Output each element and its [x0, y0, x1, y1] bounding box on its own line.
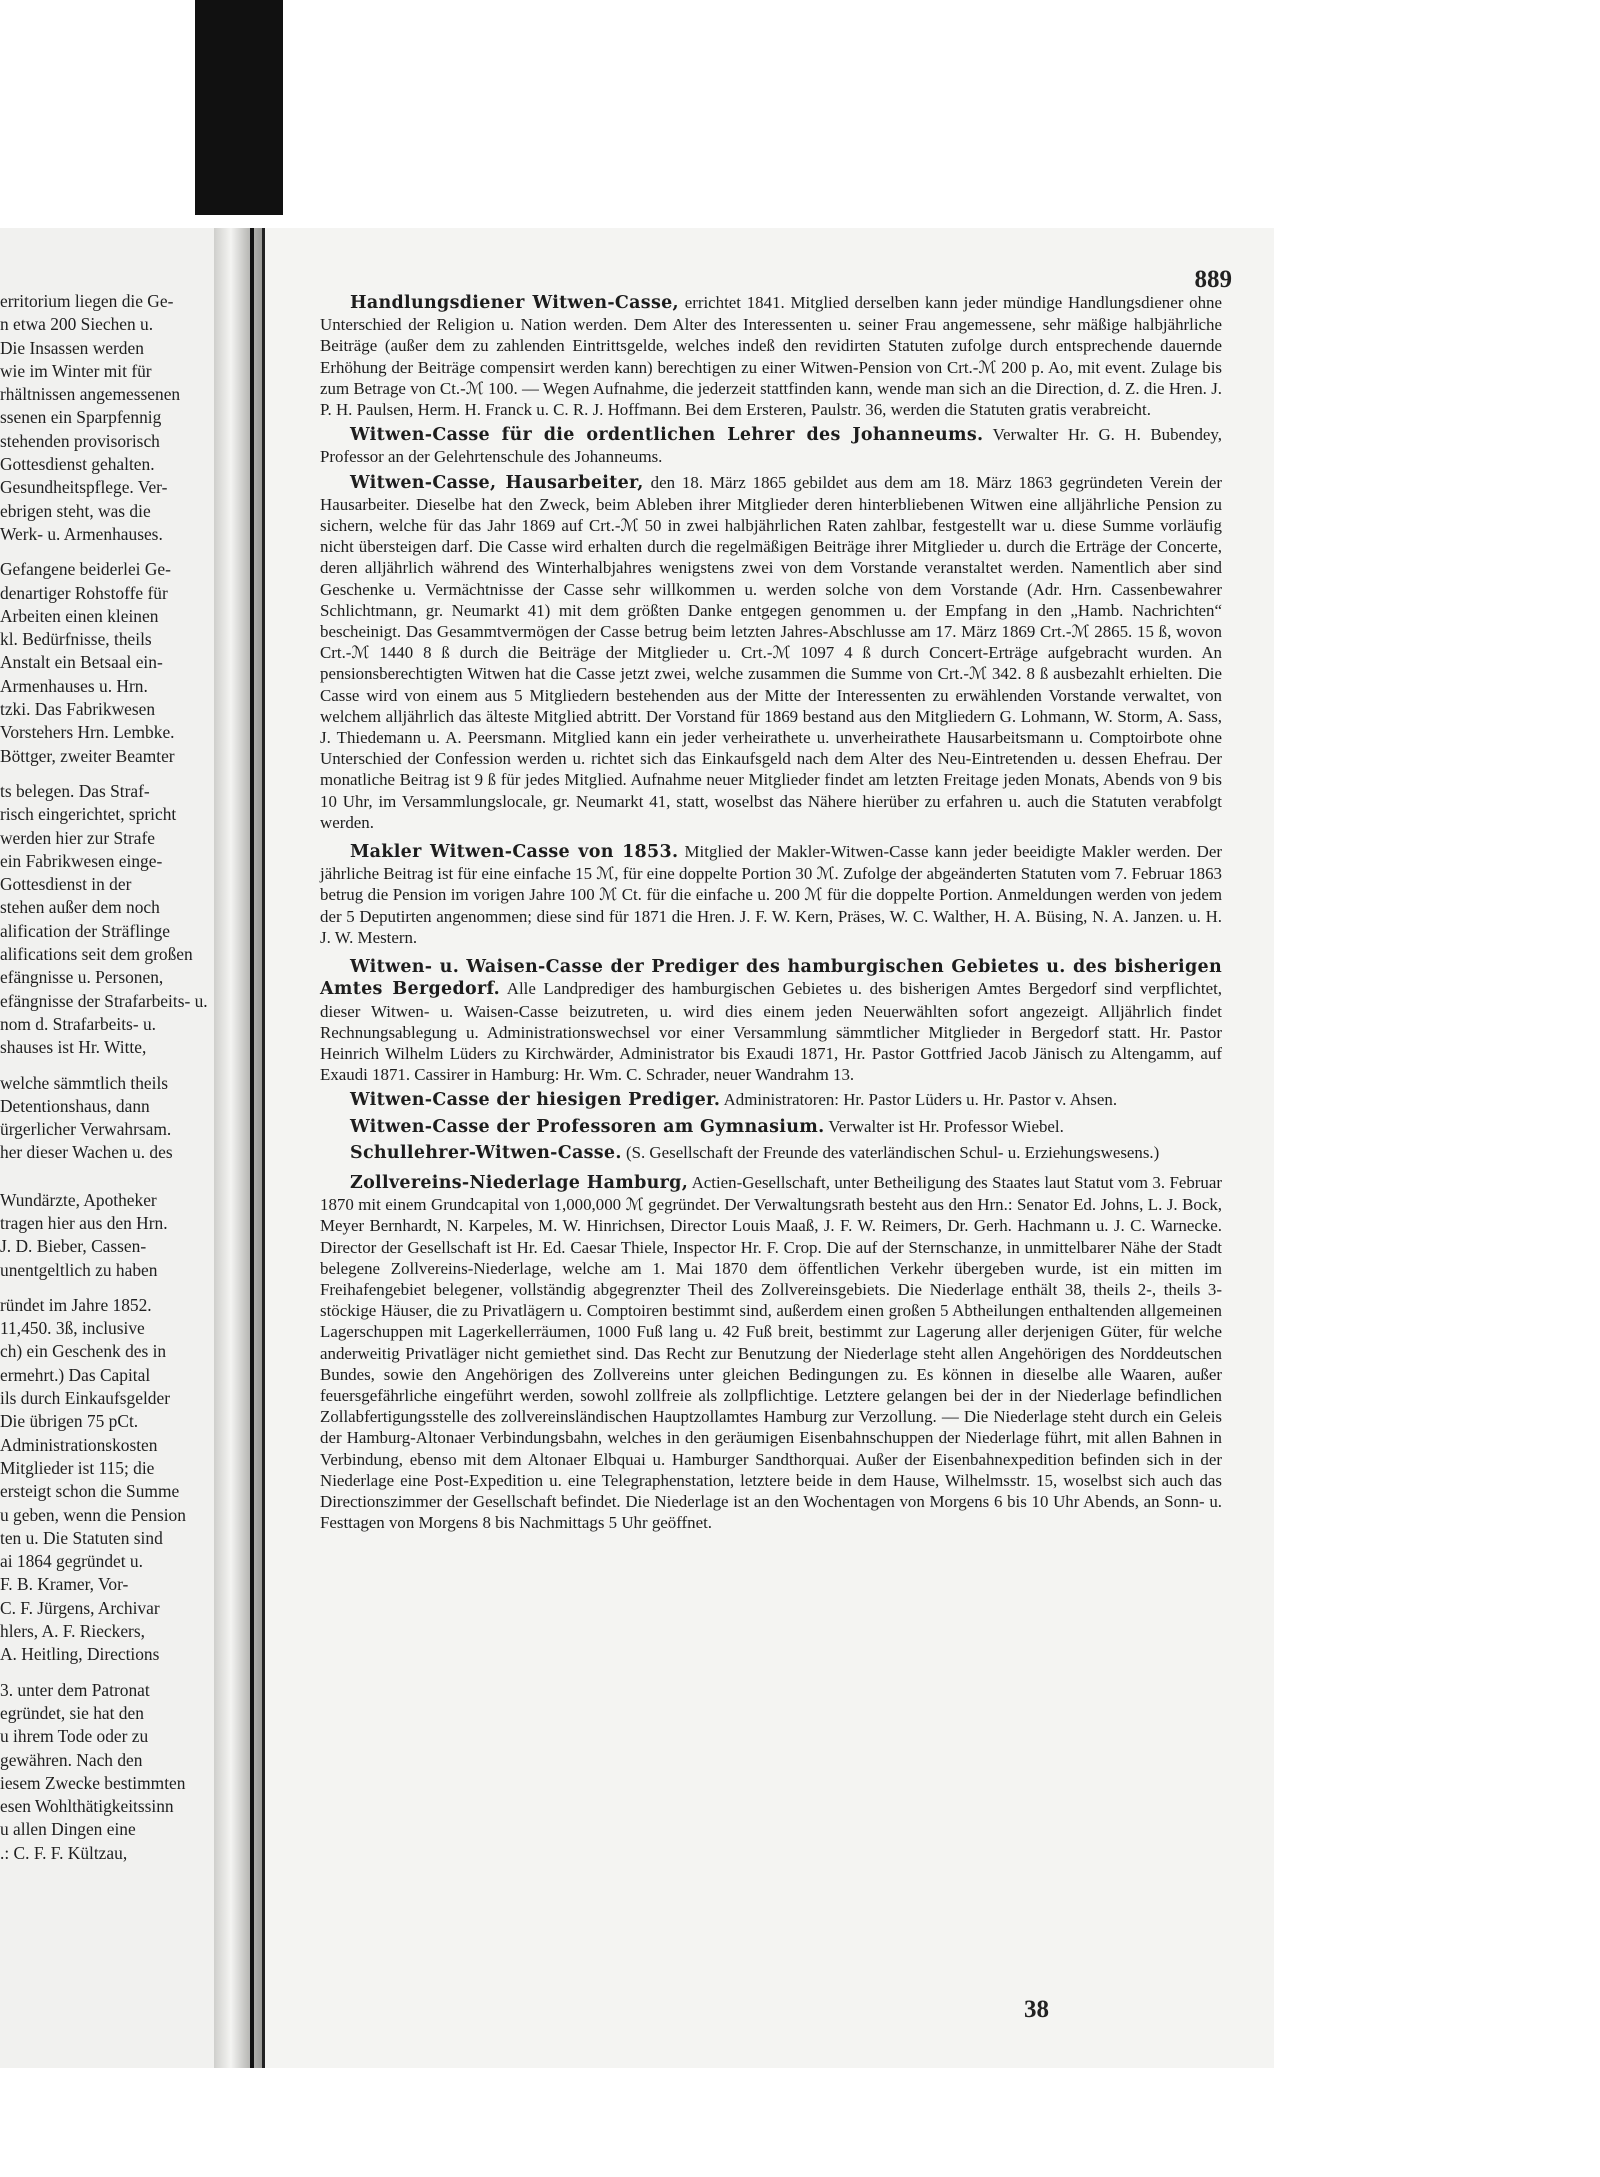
left-column-line: efängnisse u. Personen, — [0, 967, 164, 988]
entry-zollvereins-niederlage — [320, 1172, 1222, 1533]
left-column-line: Armenhauses u. Hrn. — [0, 675, 148, 696]
left-column-gap — [0, 1060, 214, 1072]
left-column-line: risch eingerichtet, spricht — [0, 804, 177, 825]
entry-heading: Zollvereins-Niederlage Hamburg, — [350, 1172, 689, 1193]
left-column-line: ermehrt.) Das Capital — [0, 1364, 151, 1385]
entry-body: Mitglied der Makler-Witwen-Casse kann jeder beeidigte Makler werden. Der jährliche Beitrag ist für eine einfache 15 ℳ, für eine doppelte Portion 30 ℳ. Zufolge der abgeänderten Statuten vom 7. Februar 1863 betrug die Pension im vorigen Jahre 100 ℳ Ct. für die einfache u. 200 ℳ für die doppelte Portion. Anmeldungen werden von jedem der 5 Deputirten angenommen; diese sind für 1871 die Hren. J. F. W. Kern, Präses, W. C. Walther, H. A. Büsing, N. A. Janzen. u. H. J. W. Mestern. — [320, 842, 1222, 947]
left-column-line: esen Wohlthätigkeitssinn — [0, 1796, 174, 1817]
left-column-line: Böttger, zweiter Beamter — [0, 745, 175, 766]
entry-hausarbeiter-witwen-casse — [320, 472, 1222, 833]
left-column-line: u geben, wenn die Pension — [0, 1504, 186, 1525]
book-binding-edge — [195, 0, 283, 215]
left-column-line: n etwa 200 Siechen u. — [0, 314, 154, 335]
left-column-line: Mitglieder ist 115; die — [0, 1457, 155, 1478]
left-column-line: her dieser Wachen u. des — [0, 1142, 173, 1163]
left-column-line: Die übrigen 75 pCt. — [0, 1411, 139, 1432]
left-column-line: Werk- u. Armenhauses. — [0, 523, 163, 544]
left-column-line: ein Fabrikwesen einge- — [0, 850, 163, 871]
left-column-line: ründet im Jahre 1852. — [0, 1294, 152, 1315]
left-column-line: 11,450. 3ß, inclusive — [0, 1318, 145, 1339]
left-column-line: shauses ist Hr. Witte, — [0, 1037, 147, 1058]
left-column-line: C. F. Jürgens, Archivar — [0, 1597, 160, 1618]
entry-handlungsdiener-witwen-casse — [320, 292, 1222, 420]
left-column-line: Anstalt ein Betsaal ein- — [0, 652, 163, 673]
signature-mark: 38 — [1024, 1996, 1049, 2023]
left-column-line: Gefangene beiderlei Ge- — [0, 559, 171, 580]
left-column-line: ai 1864 gegründet u. — [0, 1551, 143, 1572]
left-column-line: stehenden provisorisch — [0, 430, 160, 451]
left-column-line: werden hier zur Strafe — [0, 827, 155, 848]
left-column-line: Arbeiten einen kleinen — [0, 605, 159, 626]
entry-body: Actien-Gesellschaft, unter Betheiligung des Staates laut Statut vom 3. Februar 1870 mit einem Grundcapital von 1,000,000 ℳ gegründet. Der Verwaltungsrath besteht aus den Hrn.: Senator Ed. Johns, L. J. Bock, Meyer Bernhardt, N. Karpeles, M. W. Hinrichsen, Director Louis Maaß, J. F. W. Reimers, Dr. Gerh. Hachmann u. J. C. Warnecke. Director der Gesellschaft ist Hr. Ed. Caesar Thiele, Inspector Hr. F. Crop. Die auf der Sternschanze, in unmittelbarer Nähe der Stadt belegene Zollvereins-Niederlage, welche am 1. Mai 1870 dem öffentlichen Verkehr übergeben wurde, ist ein mitten im Freihafengebiet belegener, vollständig abgegrenzter Theil des Zollvereinsgebiets. Die Niederlage enthält 38, theils 2-, theils 3-stöckige Häuser, die zu Privatlägern u. Comptoiren bestimmt sind, außerdem einen großen 5 Abtheilungen enthaltenden allgemeinen Lagerschuppen mit Lagerkellerräumen, 1000 Fuß lang u. 42 Fuß breit, bestimmt zur Lagerung aller derjenigen Güter, für welche anderweitig Privatläger nicht gemiethet sind. Das Recht zur Benutzung der Niederlage steht allen Angehörigen des Norddeutschen Bundes, sowie den Angehörigen des Zollvereins unter gleichen Bedingungen zu. Es können in dieselbe alle Waaren, außer feuersgefährliche eingeführt werden, sowohl zollfreie als zollpflichtige. Letztere gelangen bei der in der Niederlage befindlichen Zollabfertigungsstelle des zollvereinsländischen Hauptzollamtes Hamburg zur Verzollung. — Die Niederlage steht durch ein Geleis der Hamburg-Altonaer Verbindungsbahn, welches in den geräumigen Eisenbahnschuppen der Niederlage führt, mit allen Bahnen in Verbindung, ebenso mit dem Altonaer Elbquai u. Hamburger Sandthorquai. Außer der Eisenbahnexpedition befinden sich in der Niederlage eine Post-Expedition u. eine Telegraphenstation, letztere beide in dem Hause, Wilhelmsstr. 15, woselbst sich auch das Directionszimmer der Gesellschaft befindet. Die Niederlage ist an den Wochentagen von Morgens 6 bis 10 Uhr Abends, an Sonn- u. Festtagen von Morgens 8 bis Nachmittags 5 Uhr geöffnet. — [320, 1172, 1223, 1533]
left-column-line: ssenen ein Sparpfennig — [0, 407, 162, 428]
left-column-line: ch) ein Geschenk des in — [0, 1341, 167, 1362]
entry-heading: Witwen-Casse für die ordentlichen Lehrer des Johanneums. — [350, 425, 984, 446]
entry-heading: Witwen-Casse der hiesigen Prediger. — [350, 1090, 721, 1111]
left-column-line: .: C. F. F. Kültzau, — [0, 1842, 128, 1863]
left-column-line: F. B. Kramer, Vor- — [0, 1574, 129, 1595]
left-column-line: Gottesdienst gehalten. — [0, 454, 155, 475]
left-column-line: alification der Sträflinge — [0, 920, 170, 941]
left-column-line: tzki. Das Fabrikwesen — [0, 699, 156, 720]
left-column-gap — [0, 1282, 214, 1294]
left-column-gap — [0, 768, 214, 780]
entry-heading: Witwen-Casse der Professoren am Gymnasium. — [350, 1116, 825, 1137]
left-column-line: ürgerlicher Verwahrsam. — [0, 1119, 172, 1140]
left-column-line: u allen Dingen eine — [0, 1819, 136, 1840]
right-page — [262, 228, 1274, 2068]
left-column-line: wie im Winter mit für — [0, 360, 152, 381]
left-column-line: ersteigt schon die Summe — [0, 1481, 180, 1502]
left-column-line: welche sämmtlich theils — [0, 1072, 169, 1093]
left-column-line: unentgeltlich zu haben — [0, 1259, 158, 1280]
page-gutter — [214, 228, 262, 2068]
left-column-line: Gesundheitspflege. Ver- — [0, 477, 168, 498]
left-column-line: rhältnissen angemessenen — [0, 384, 181, 405]
entry-johanneum-witwen-casse — [320, 424, 1222, 467]
left-column-line: iesem Zwecke bestimmten — [0, 1772, 186, 1793]
left-column-line: Gottesdienst in der — [0, 874, 132, 895]
entry-schullehrer-witwen-casse — [320, 1142, 1222, 1164]
left-column-line: 3. unter dem Patronat — [0, 1679, 150, 1700]
left-column-line: nom d. Strafarbeits- u. — [0, 1013, 156, 1034]
left-column-line: alifications seit dem großen — [0, 944, 193, 965]
left-column-line: gewähren. Nach den — [0, 1749, 143, 1770]
page-number: 889 — [1194, 266, 1232, 293]
entry-gymnasium-witwen-casse — [320, 1116, 1222, 1138]
entry-body: den 18. März 1865 gebildet aus dem am 18. März 1863 gegründeten Verein der Hausarbeiter. Dieselbe hat den Zweck, beim Ableben ihrer Mitglieder deren hinterbliebenen Witwen eine alljährliche Pension zu sichern, welche für das Jahr 1869 auf Crt.-ℳ 50 in zwei halbjährlichen Raten zahlbar, festgestellt war u. diese Summe vorläufig nicht übersteigen darf. Die Casse wird erhalten durch die regelmäßigen Beiträge ihrer Mitglieder u. durch die Erträge der Concerte, deren alljährlich während des Winterhalbjahres wenigstens zwei von dem Vorstande veranstaltet werden. Namentlich aber sind Geschenke u. Vermächtnisse der Casse sehr willkommen u. werden solche von dem Vorstande (Adr. Hrn. Cassenbewahrer Schlichtmann, gr. Neumarkt 41) mit dem größten Danke entgegen genommen u. der Empfang in den „Hamb. Nachrichten“ bescheinigt. Das Gesammtvermögen der Casse betrug beim letzten Jahres-Abschlusse am 17. März 1869 Crt.-ℳ 2865. 15 ß, wovon Crt.-ℳ 1440 8 ß durch die Beiträge der Mitglieder u. Crt.-ℳ 1097 4 ß durch Concert-Erträge aufgebracht wurden. An pensionsberechtigten Witwen hat die Casse jetzt zwei, welche zusammen die Summe von Crt.-ℳ 342. 8 ß ausbezahlt erhielten. Die Casse wird von einem aus 5 Mitgliedern bestehenden aus der Mitte der Interessenten zu erwählenden Vorstande verwaltet, von welchem alljährlich das älteste Mitglied abtritt. Der Vorstand für 1869 bestand aus den Mitgliedern G. Lohmann, W. Storm, A. Sass, J. Thiedemann u. A. Peersmann. Mitglied kann ein jeder verheirathete u. unverheirathete Hausarbeitsmann u. Comptoirbote ohne Unterschied der Confession werden u. richtet sich das Einkaufsgeld nach dem Alter des Neu-Eintretenden u. dessen Ehefrau. Der monatliche Beitrag ist 9 ß für jedes Mitglied. Aufnahme neuer Mitglieder findet am letzten Freitage jeden Monats, Abends von 9 bis 10 Uhr, im Versammlungslocale, gr. Neumarkt 41, statt, woselbst das Nähere hierüber zu erfahren u. auch die Statuten verabfolgt werden. — [320, 472, 1223, 832]
left-column-line: ts belegen. Das Straf- — [0, 780, 150, 801]
left-column-line: hlers, A. F. Rieckers, — [0, 1621, 145, 1642]
left-column-line: tragen hier aus den Hrn. — [0, 1212, 168, 1233]
entry-body: Administratoren: Hr. Pastor Lüders u. Hr. Pastor v. Ahsen. — [720, 1090, 1118, 1110]
left-column-gap — [0, 1165, 214, 1177]
left-column-line: Die Insassen werden — [0, 337, 144, 358]
entry-body: Alle Landprediger des hamburgischen Gebietes u. des bisherigen Amtes Bergedorf sind verpflichtet, dieser Witwen- u. Waisen-Casse beizutreten, u. wird dies einem jeden Neuerwählten sofort angezeigt. Alljährlich findet Rechnungsablegung u. Administrationswechsel vor einer Versammlung sämmtlicher Mitglieder in Bergedorf statt. Hr. Pastor Heinrich Wilhelm Lüders zu Kirchwärder, Administrator bis Exaudi 1871, Hr. Pastor Gottfried Jacob Jänisch zu Altengamm, auf Exaudi 1871. Cassirer in Hamburg: Hr. Wm. C. Schrader, neuer Wandrahm 13. — [320, 979, 1222, 1085]
left-column-line: Wundärzte, Apotheker — [0, 1189, 157, 1210]
entry-makler-witwen-casse — [320, 841, 1222, 948]
left-column-line: egründet, sie hat den — [0, 1702, 144, 1723]
left-column-gap — [0, 1177, 214, 1189]
left-column-line: stehen außer dem noch — [0, 897, 160, 918]
entry-body: Verwalter Hr. G. H. Bubendey, Professor an der Gelehrtenschule des Johanneums. — [320, 425, 1222, 467]
entry-heading: Handlungsdiener Witwen-Casse, — [350, 293, 679, 313]
left-column-line: erritorium liegen die Ge- — [0, 291, 174, 311]
left-column-gap — [0, 1667, 214, 1679]
left-column-line: Detentionshaus, dann — [0, 1095, 150, 1116]
gutter-rule — [250, 228, 254, 2068]
left-column-line: u ihrem Tode oder zu — [0, 1726, 149, 1747]
entry-prediger-witwen-waisen-casse — [320, 956, 1222, 1085]
left-column-line: ils durch Einkaufsgelder — [0, 1388, 170, 1409]
left-column-line: Vorstehers Hrn. Lembke. — [0, 722, 175, 743]
left-column-line: A. Heitling, Directions — [0, 1644, 160, 1665]
left-column-gap — [0, 546, 214, 558]
entry-heading: Witwen-Casse, Hausarbeiter, — [350, 472, 644, 493]
left-column-line: ten u. Die Statuten sind — [0, 1527, 163, 1548]
left-column-line: ebrigen steht, was die — [0, 500, 151, 521]
left-column-line: J. D. Bieber, Cassen- — [0, 1236, 147, 1257]
left-column-line: denartiger Rohstoffe für — [0, 582, 168, 603]
entry-body: (S. Gesellschaft der Freunde des vaterländischen Schul- u. Erziehungswesens.) — [621, 1142, 1160, 1162]
entry-heading: Schullehrer-Witwen-Casse. — [350, 1142, 622, 1163]
left-column-line: Administrationskosten — [0, 1434, 158, 1455]
entry-body: Verwalter ist Hr. Professor Wiebel. — [824, 1116, 1064, 1136]
entry-hiesige-prediger-witwen-casse — [320, 1089, 1222, 1111]
entry-heading: Witwen- u. Waisen-Casse der Prediger des hamburgischen Gebietes u. des bisherigen Amtes Bergedorf. — [320, 957, 1222, 1000]
entry-heading: Makler Witwen-Casse von 1853. — [350, 842, 679, 863]
left-column-line: efängnisse der Strafarbeits- u. — [0, 990, 208, 1011]
directory-entries — [320, 292, 1222, 1537]
left-column-text — [0, 290, 214, 1865]
entry-body: errichtet 1841. Mitglied derselben kann jeder mündige Handlungsdiener ohne Unterschied der Religion u. Nation werden. Dem Alter des Interessenten u. seiner Frau angemessene, sehr mäßige halbjährliche Beiträge (außer dem zu zahlenden Eintrittsgelde, welches indeß den revidirten Statuten zufolge durch entsprechende dauernde Erhöhung der Beiträge compensirt werden kann) berechtigen zu einer Witwen-Pension von Crt.-ℳ 200 p. Ao, mit event. Zulage bis zum Betrage von Ct.-ℳ 100. — Wegen Aufnahme, die jederzeit stattfinden kann, wende man sich an die Direction, d. Z. die Hren. J. P. H. Paulsen, Herm. H. Franck u. C. R. J. Hoffmann. Bei dem Ersteren, Paulstr. 36, werden die Statuten gratis verabreicht. — [320, 293, 1222, 420]
left-column-line: kl. Bedürfnisse, theils — [0, 629, 152, 650]
